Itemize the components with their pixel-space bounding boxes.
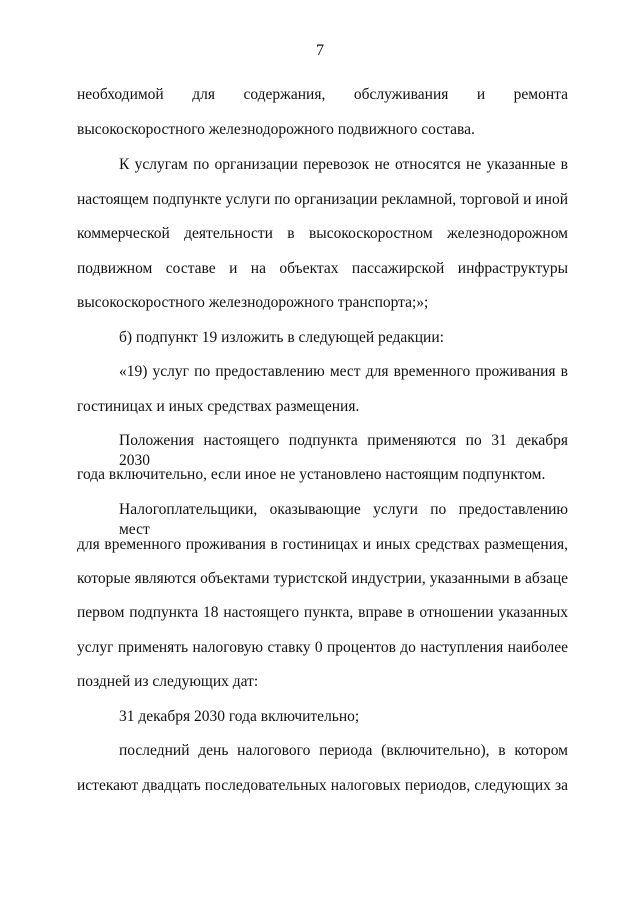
text-line: б) подпункт 19 изложить в следующей редакции: bbox=[119, 329, 444, 346]
text-line: для временного проживания в гостиницах и иных средствах размещения, bbox=[77, 536, 568, 553]
text-line: истекают двадцать последовательных налоговых периодов, следующих за bbox=[77, 777, 568, 794]
text-line: Положения настоящего подпункта применяются по 31 декабря 2030 bbox=[119, 432, 568, 469]
page-number: 7 bbox=[316, 42, 324, 59]
text-line: коммерческой деятельности в высокоскоростном железнодорожном bbox=[77, 225, 568, 242]
text-line: высокоскоростного железнодорожного транспорта;»; bbox=[77, 294, 429, 311]
text-line: поздней из следующих дат: bbox=[77, 673, 259, 690]
text-line: услуг применять налоговую ставку 0 процентов до наступления наиболее bbox=[77, 639, 568, 656]
text-line: необходимой для содержания, обслуживания и ремонта bbox=[77, 86, 568, 103]
text-line: настоящем подпункте услуги по организации рекламной, торговой и иной bbox=[77, 191, 568, 208]
text-line: Налогоплательщики, оказывающие услуги по предоставлению мест bbox=[119, 501, 568, 538]
text-line: К услугам по организации перевозок не относятся не указанные в bbox=[119, 156, 568, 173]
text-line: подвижном составе и на объектах пассажирской инфраструктуры bbox=[77, 260, 568, 277]
text-line: 31 декабря 2030 года включительно; bbox=[119, 708, 360, 725]
text-line: последний день налогового периода (включительно), в котором bbox=[119, 742, 568, 759]
text-line: года включительно, если иное не установлено настоящим подпунктом. bbox=[77, 466, 546, 483]
text-line: гостиницах и иных средствах размещения. bbox=[77, 398, 360, 415]
text-line: «19) услуг по предоставлению мест для временного проживания в bbox=[119, 363, 568, 380]
text-line: высокоскоростного железнодорожного подвижного состава. bbox=[77, 121, 475, 138]
text-line: которые являются объектами туристской индустрии, указанными в абзаце bbox=[77, 570, 568, 587]
text-line: первом подпункта 18 настоящего пункта, вправе в отношении указанных bbox=[77, 604, 568, 621]
